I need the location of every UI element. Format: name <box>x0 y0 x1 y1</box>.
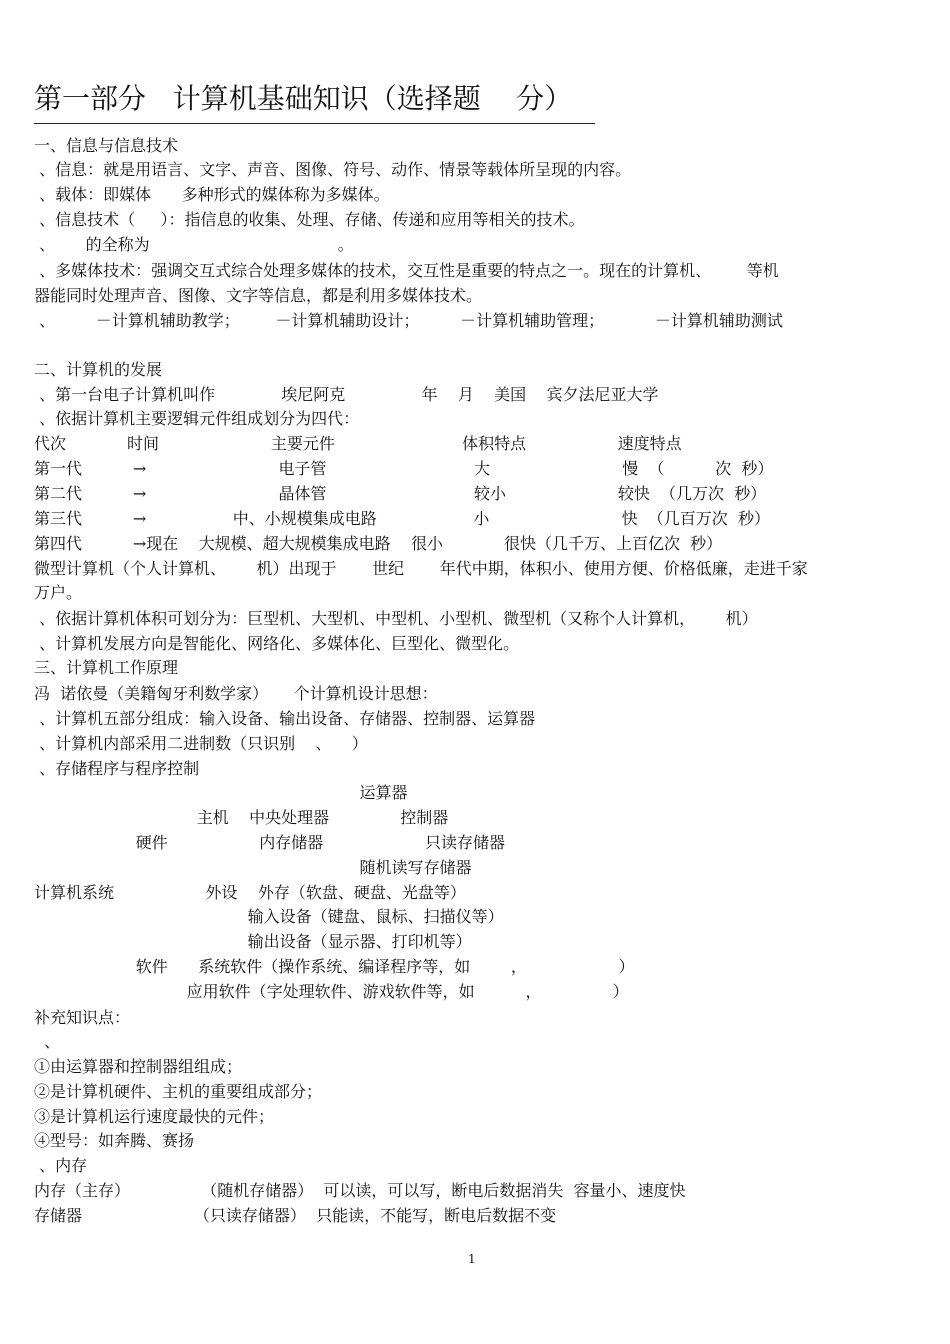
list-item: ②是计算机硬件、主机的重要组成部分； <box>34 1082 323 1101</box>
text-line: 万户。 <box>34 583 83 602</box>
table-row: 第三代 → 中、小规模集成电路 小 快 （几百万次 秒） <box>34 509 770 528</box>
text-line: 存储器 （只读存储器） 只能读，不能写，断电后数据不变 <box>34 1206 557 1225</box>
text-line: 器能同时处理声音、图像、文字等信息，都是利用多媒体技术。 <box>34 286 483 305</box>
text-line: 、计算机五部分组成：输入设备、输出设备、存储器、控制器、运算器 <box>34 709 536 728</box>
table-row: 第一代 → 电子管 大 慢 （ 次 秒） <box>34 459 774 478</box>
tree-line: 输入设备（键盘、鼠标、扫描仪等） <box>34 907 504 926</box>
text-line: 冯 诺依曼（美籍匈牙利数学家） 个计算机设计思想： <box>34 684 438 703</box>
text-line: 、 的全称为 。 <box>34 235 354 254</box>
table-header: 代次 时间 主要元件 体积特点 速度特点 <box>34 434 682 453</box>
text-line: 、 <box>34 1032 61 1051</box>
text-line: 、依据计算机主要逻辑元件组成划分为四代： <box>34 409 360 428</box>
page-title: 第一部分 计算机基础知识（选择题 分） <box>34 82 573 115</box>
text-line: 、载体：即媒体 多种形式的媒体称为多媒体。 <box>34 185 390 204</box>
tree-line: 随机读写存储器 <box>34 858 472 877</box>
table-row: 第二代 → 晶体管 较小 较快 （几万次 秒） <box>34 484 767 503</box>
table-row: 第四代 →现在 大规模、超大规模集成电路 很小 很快（几千万、上百亿次 秒） <box>34 534 723 553</box>
tree-line: 输出设备（显示器、打印机等） <box>34 932 472 951</box>
tree-line: 计算机系统 外设 外存（软盘、硬盘、光盘等） <box>34 883 466 902</box>
text-line: 、依据计算机体积可划分为：巨型机、大型机、中型机、小型机、微型机（又称个人计算机， 机） <box>34 609 758 628</box>
list-item: ③是计算机运行速度最快的元件； <box>34 1107 275 1126</box>
text-line: 内存（主存） （随机存储器） 可以读，可以写，断电后数据消失 容量小、速度快 <box>34 1181 686 1200</box>
text-line: 、内存 <box>34 1156 88 1175</box>
list-item: ④型号：如奔腾、赛扬 <box>34 1131 195 1150</box>
text-line: 补充知识点： <box>34 1008 131 1027</box>
tree-line: 主机 中央处理器 控制器 <box>34 808 449 827</box>
section-heading: 三、计算机工作原理 <box>34 658 179 677</box>
text-line: 、存储程序与程序控制 <box>34 759 200 778</box>
text-line: 、第一台电子计算机叫作 埃尼阿克 年 月 美国 宾夕法尼亚大学 <box>34 385 659 404</box>
text-line: 、多媒体技术：强调交互式综合处理多媒体的技术，交互性是重要的特点之一。现在的计算机、 等机 <box>34 261 779 280</box>
list-item: ①由运算器和控制器组组成； <box>34 1057 243 1076</box>
tree-line: 应用软件（字处理软件、游戏软件等，如 ， ） <box>34 982 629 1001</box>
text-line: 、信息：就是用语言、文字、声音、图像、符号、动作、情景等载体所呈现的内容。 <box>34 160 632 179</box>
text-line: 、计算机内部采用二进制数（只识别 、 ） <box>34 734 368 753</box>
title-underline <box>34 123 595 124</box>
page-number: 1 <box>468 1252 476 1266</box>
tree-line: 硬件 内存储器 只读存储器 <box>34 833 505 852</box>
text-line: 微型计算机（个人计算机、 机）出现于 世纪 年代中期，体积小、使用方便、价格低廉，走进千家 <box>34 559 808 578</box>
text-line: 、 －计算机辅助教学； －计算机辅助设计； －计算机辅助管理； －计算机辅助测试 <box>34 311 783 330</box>
text-line: 、计算机发展方向是智能化、网络化、多媒体化、巨型化、微型化。 <box>34 634 520 653</box>
tree-line: 软件 系统软件（操作系统、编译程序等，如 ， ） <box>34 957 635 976</box>
section-heading: 二、计算机的发展 <box>34 360 163 379</box>
text-line: 、信息技术（ ）：指信息的收集、处理、存储、传递和应用等相关的技术。 <box>34 210 585 229</box>
tree-line: 运算器 <box>34 783 408 802</box>
text-line: 一、信息与信息技术 <box>34 136 179 155</box>
